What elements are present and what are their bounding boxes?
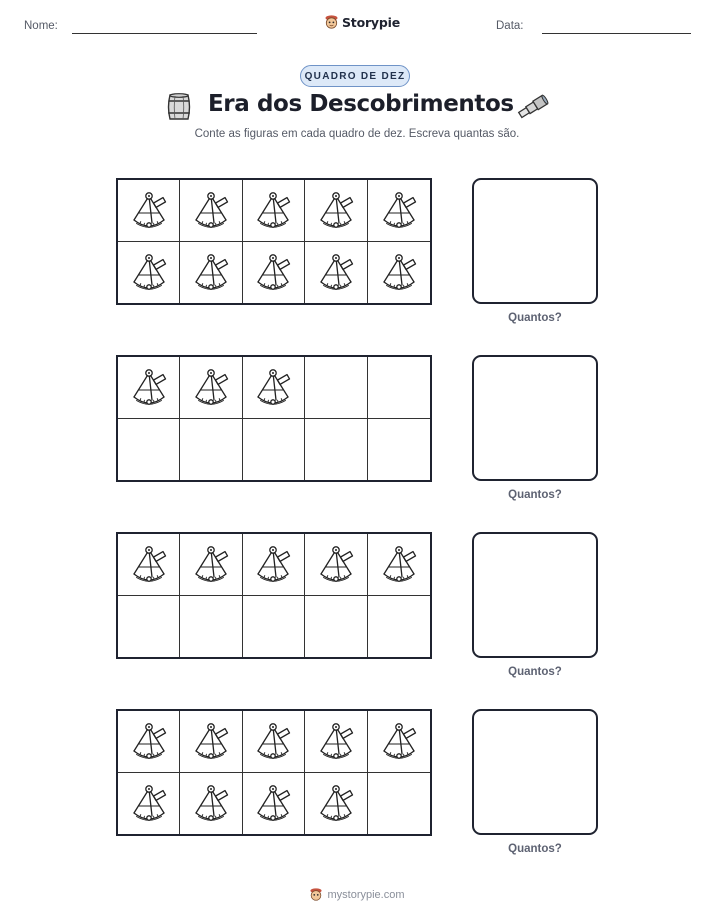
ten-frame xyxy=(116,709,432,836)
ten-frame-cell xyxy=(368,773,430,835)
sextant-icon xyxy=(315,252,357,292)
ten-frame-cell xyxy=(305,180,367,242)
ten-frame xyxy=(116,355,432,482)
sextant-icon xyxy=(190,252,232,292)
ten-frame-cell xyxy=(305,711,367,773)
ten-frame-cell xyxy=(305,534,367,596)
sextant-icon xyxy=(378,252,420,292)
sextant-icon xyxy=(128,367,170,407)
sextant-icon xyxy=(190,544,232,584)
name-field[interactable] xyxy=(72,33,257,34)
ten-frame-cell xyxy=(180,596,242,658)
ten-frame-cell xyxy=(243,773,305,835)
sextant-icon xyxy=(128,544,170,584)
sextant-icon xyxy=(378,721,420,761)
ten-frame-cell xyxy=(180,419,242,481)
date-field[interactable] xyxy=(542,33,691,34)
ten-frame-cell xyxy=(305,357,367,419)
barrel-icon xyxy=(166,93,192,121)
sextant-icon xyxy=(190,190,232,230)
ten-frame xyxy=(116,178,432,305)
ten-frame-cell xyxy=(118,419,180,481)
quantos-label: Quantos? xyxy=(508,489,562,501)
ten-frame-cell xyxy=(180,357,242,419)
answer-box[interactable] xyxy=(472,355,598,481)
sextant-icon xyxy=(252,721,294,761)
storypie-mascot-icon xyxy=(324,14,339,30)
ten-frame-cell xyxy=(243,596,305,658)
ten-frame xyxy=(116,532,432,659)
sextant-icon xyxy=(315,783,357,823)
ten-frame-cell xyxy=(180,773,242,835)
brand-name: Storypie xyxy=(342,14,400,30)
footer-url: mystorypie.com xyxy=(327,888,405,901)
sextant-icon xyxy=(315,721,357,761)
ten-frame-cell xyxy=(368,419,430,481)
quantos-label: Quantos? xyxy=(508,312,562,324)
sextant-icon xyxy=(128,783,170,823)
quantos-label: Quantos? xyxy=(508,843,562,855)
ten-frame-cell xyxy=(118,534,180,596)
ten-frame-cell xyxy=(368,242,430,304)
storypie-mascot-icon xyxy=(309,887,323,902)
sextant-icon xyxy=(190,783,232,823)
ten-frame-cell xyxy=(118,596,180,658)
instructions-text: Conte as figuras em cada quadro de dez. Escreva quantas são. xyxy=(194,128,520,140)
ten-frame-cell xyxy=(368,180,430,242)
ten-frame-cell xyxy=(305,773,367,835)
ten-frame-cell xyxy=(305,242,367,304)
ten-frame-cell xyxy=(243,357,305,419)
ten-frame-cell xyxy=(180,534,242,596)
page-title: Era dos Descobrimentos xyxy=(208,91,514,117)
ten-frame-cell xyxy=(368,596,430,658)
sextant-icon xyxy=(378,544,420,584)
sextant-icon xyxy=(315,544,357,584)
ten-frame-cell xyxy=(243,419,305,481)
ten-frame-cell xyxy=(118,242,180,304)
sextant-icon xyxy=(190,721,232,761)
footer xyxy=(0,887,714,902)
ten-frame-cell xyxy=(180,711,242,773)
sextant-icon xyxy=(128,721,170,761)
ten-frame-cell xyxy=(118,773,180,835)
ten-frame-cell xyxy=(180,180,242,242)
sextant-icon xyxy=(252,783,294,823)
brand-logo xyxy=(324,14,400,30)
ten-frame-cell xyxy=(180,242,242,304)
worksheet-type-badge: QUADRO DE DEZ xyxy=(300,65,410,87)
sextant-icon xyxy=(378,190,420,230)
date-label: Data: xyxy=(496,20,524,32)
ten-frame-cell xyxy=(118,357,180,419)
spyglass-icon xyxy=(516,92,550,122)
sextant-icon xyxy=(252,544,294,584)
ten-frame-cell xyxy=(305,419,367,481)
ten-frame-cell xyxy=(243,534,305,596)
sextant-icon xyxy=(128,252,170,292)
quantos-label: Quantos? xyxy=(508,666,562,678)
sextant-icon xyxy=(252,367,294,407)
name-label: Nome: xyxy=(24,20,58,32)
ten-frame-cell xyxy=(118,711,180,773)
ten-frame-cell xyxy=(243,711,305,773)
answer-box[interactable] xyxy=(472,178,598,304)
sextant-icon xyxy=(315,190,357,230)
ten-frame-cell xyxy=(243,242,305,304)
sextant-icon xyxy=(252,190,294,230)
ten-frame-cell xyxy=(118,180,180,242)
ten-frame-cell xyxy=(243,180,305,242)
answer-box[interactable] xyxy=(472,709,598,835)
sextant-icon xyxy=(252,252,294,292)
ten-frame-cell xyxy=(368,711,430,773)
ten-frame-cell xyxy=(368,534,430,596)
ten-frame-cell xyxy=(368,357,430,419)
ten-frame-cell xyxy=(305,596,367,658)
sextant-icon xyxy=(190,367,232,407)
sextant-icon xyxy=(128,190,170,230)
answer-box[interactable] xyxy=(472,532,598,658)
